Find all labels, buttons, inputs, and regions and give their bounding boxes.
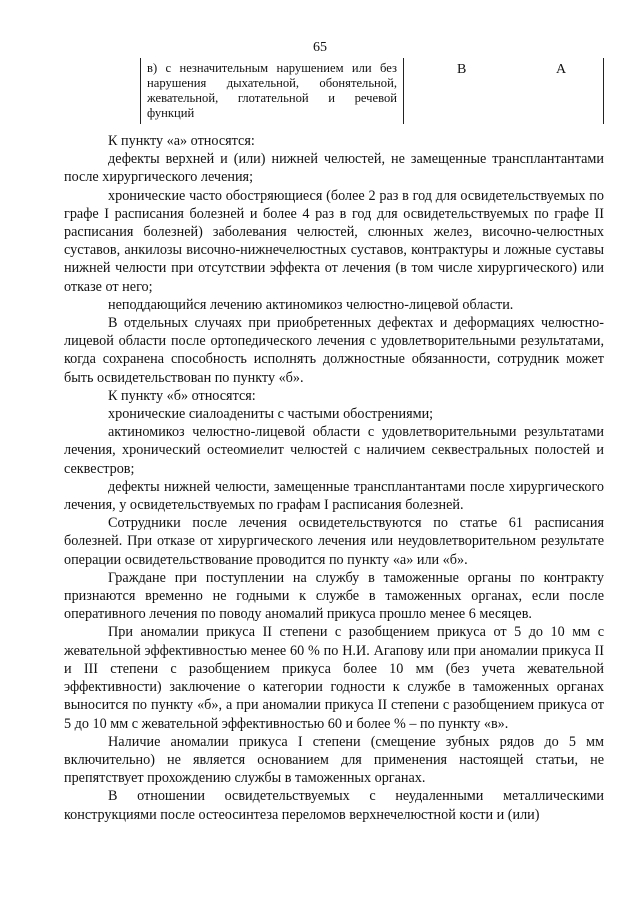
- paragraph: В отношении освидетельствуемых с неудаленными металлическими конструкциями после остеосинтеза переломов верхнечелюстной кости и (или): [64, 788, 604, 823]
- paragraph: Сотрудники после лечения освидетельствуются по статье 61 расписания болезней. При отказе от хирургического лечения или неудовлетворительном результате операции освидетельствование проводится по пункту «а» или «б».: [64, 515, 604, 568]
- table-border: [603, 58, 604, 124]
- document-body: [64, 132, 604, 824]
- paragraph: При аномалии прикуса II степени с разобщением прикуса от 5 до 10 мм с жевательной эффективностью менее 60 % по Н.И. Агапову или при аномалии прикуса II и III степени с разобщением прикуса более 10 мм (без учета жевательной эффективности) заключение о категории годности к службе в таможенных органах выносится по пункту «б», а при аномалии прикуса II степени с разобщением прикуса от 5 до 10 мм с жевательной эффективностью 60 и более % – по пункту «в».: [64, 624, 604, 732]
- table-cell-description-text: в) с незначительным нарушением или без нарушения дыхательной, обонятельной, жевательной, глотательной и речевой функций: [147, 61, 397, 120]
- paragraph: хронические часто обостряющиеся (более 2 раз в год для освидетельствуемых по графе I расписания болезней и более 4 раз в год для освидетельствуемых по графе II расписания болезней) заболевания челюстей, слюнных желез, височно-челюстных суставов, анкилозы височно-нижнечелюстных суставов, контрактуры и ложные суставы нижней челюсти при отсутствии эффекта от лечения (в том числе хирургического) или отказе от него;: [64, 187, 604, 295]
- table-cell-column-c: А: [556, 62, 567, 77]
- paragraph: неподдающийся лечению актиномикоз челюстно-лицевой области.: [108, 296, 514, 313]
- paragraph: хронические сиалоадениты с частыми обострениями;: [108, 406, 434, 423]
- paragraph: Наличие аномалии прикуса I степени (смещение зубных рядов до 5 мм включительно) не является основанием для применения настоящей статьи, не препятствует прохождению службы в таможенных органах.: [64, 733, 604, 787]
- paragraph: Граждане при поступлении на службу в таможенные органы по контракту признаются временно не годными к службе в таможенных органах, если после оперативного лечения по поводу аномалий прикуса прошло менее 6 месяцев.: [64, 569, 604, 623]
- paragraph: дефекты верхней и (или) нижней челюстей, не замещенные трансплантантами после хирургического лечения;: [64, 151, 604, 186]
- page-number: 65: [313, 40, 327, 55]
- paragraph: дефекты нижней челюсти, замещенные трансплантантами после хирургического лечения, у освидетельствуемых по графам I расписания болезней.: [64, 478, 604, 514]
- table-cell-column-b: В: [457, 62, 467, 77]
- paragraph: К пункту «б» относятся:: [108, 387, 256, 404]
- paragraph: К пункту «а» относятся:: [108, 133, 255, 149]
- table-cell-description: [140, 58, 404, 124]
- paragraph: В отдельных случаях при приобретенных дефектах и деформациях челюстно-лицевой области после ортопедического лечения с удовлетворительными результатами, когда сохранена способность исполнять должностные обязанности, сотрудник может быть освидетельствован по пункту «б».: [64, 315, 604, 386]
- paragraph: актиномикоз челюстно-лицевой области с удовлетворительными результатами лечения, хронический остеомиелит челюстей с наличием секвестральных полостей и секвестров;: [64, 424, 604, 477]
